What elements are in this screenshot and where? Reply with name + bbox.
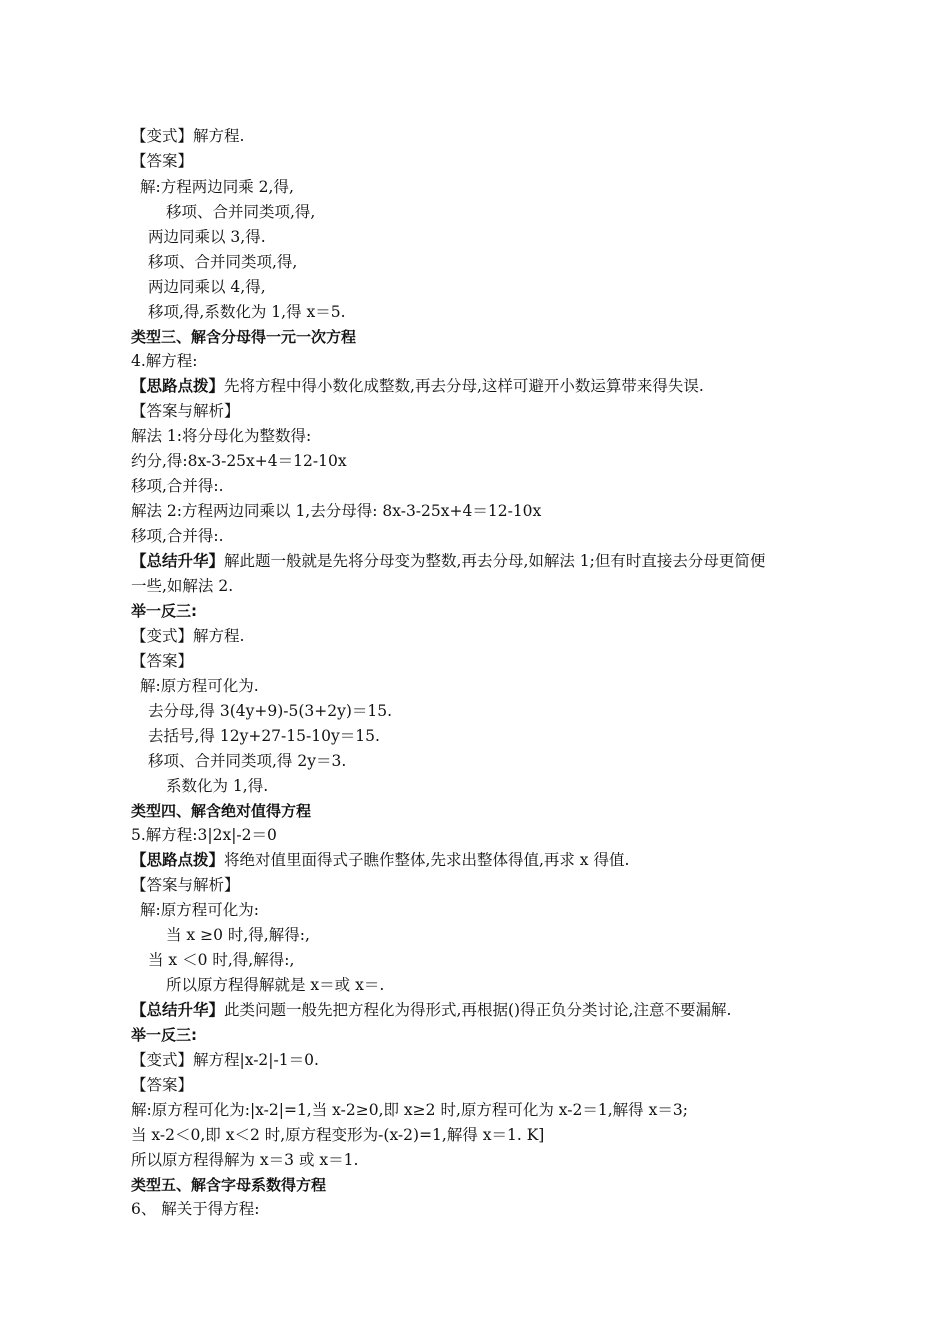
solution-line: 移项,合并得:. bbox=[131, 477, 224, 495]
solution-line: 移项,得,系数化为 1,得 x＝5. bbox=[148, 303, 346, 321]
solution-line: 两边同乘以 4,得, bbox=[148, 278, 266, 296]
solution-line: 所以原方程得解就是 x＝或 x＝. bbox=[166, 976, 385, 994]
section-heading: 类型四、解含绝对值得方程 bbox=[131, 802, 312, 820]
summary-text: 解此题一般就是先将分母变为整数,再去分母,如解法 1;但有时直接去分母更简便 bbox=[224, 552, 766, 570]
problem-statement: 4.解方程: bbox=[131, 352, 198, 370]
solution-line: 移项、合并同类项,得, bbox=[148, 253, 298, 271]
solution-line: 当 x ≥0 时,得,解得:, bbox=[166, 926, 310, 944]
solution-line: 解:原方程可化为. bbox=[140, 677, 259, 695]
variant-label: 【变式】解方程|x-2|-1＝0. bbox=[131, 1051, 319, 1069]
answer-analysis-label: 【答案与解析】 bbox=[131, 876, 240, 894]
problem-statement: 5.解方程:3|2x|-2＝0 bbox=[131, 826, 277, 844]
summary-continuation: 一些,如解法 2. bbox=[131, 577, 234, 595]
summary-tag: 【总结升华】 bbox=[131, 552, 225, 570]
hint-text: 将绝对值里面得式子瞧作整体,先求出整体得值,再求 x 得值. bbox=[224, 851, 630, 869]
solution-line: 所以原方程得解为 x＝3 或 x＝1. bbox=[131, 1151, 359, 1169]
answer-label: 【答案】 bbox=[131, 152, 194, 170]
solution-line: 移项,合并得:. bbox=[131, 527, 224, 545]
solution-line: 当 x-2＜0,即 x＜2 时,原方程变形为-(x-2)=1,解得 x＝1. K] bbox=[131, 1126, 545, 1144]
summary-text: 此类问题一般先把方程化为得形式,再根据()得正负分类讨论,注意不要漏解. bbox=[224, 1001, 732, 1019]
solution-line: 约分,得:8x-3-25x+4＝12-10x bbox=[131, 452, 347, 470]
hint-line bbox=[131, 376, 704, 396]
solution-line: 去括号,得 12y+27-15-10y＝15. bbox=[148, 727, 380, 745]
hint-line bbox=[131, 850, 629, 870]
answer-label: 【答案】 bbox=[131, 1076, 194, 1094]
practice-heading: 举一反三: bbox=[131, 602, 197, 620]
summary-line bbox=[131, 551, 765, 571]
solution-line: 解法 2:方程两边同乘以 1,去分母得: 8x-3-25x+4＝12-10x bbox=[131, 502, 542, 520]
solution-line: 移项、合并同类项,得, bbox=[166, 203, 316, 221]
summary-line bbox=[131, 1000, 731, 1020]
practice-heading: 举一反三: bbox=[131, 1026, 197, 1044]
solution-line: 移项、合并同类项,得 2y＝3. bbox=[148, 752, 347, 770]
hint-tag: 【思路点拨】 bbox=[131, 377, 225, 395]
problem-statement: 6、 解关于得方程: bbox=[131, 1200, 260, 1218]
variant-label: 【变式】解方程. bbox=[131, 127, 245, 145]
answer-analysis-label: 【答案与解析】 bbox=[131, 402, 240, 420]
section-heading: 类型三、解含分母得一元一次方程 bbox=[131, 328, 357, 346]
solution-line: 系数化为 1,得. bbox=[166, 777, 269, 795]
summary-tag: 【总结升华】 bbox=[131, 1001, 225, 1019]
variant-label: 【变式】解方程. bbox=[131, 627, 245, 645]
solution-line: 去分母,得 3(4y+9)-5(3+2y)＝15. bbox=[148, 702, 393, 720]
hint-text: 先将方程中得小数化成整数,再去分母,这样可避开小数运算带来得失误. bbox=[224, 377, 704, 395]
answer-label: 【答案】 bbox=[131, 652, 194, 670]
section-heading: 类型五、解含字母系数得方程 bbox=[131, 1176, 327, 1194]
solution-line: 解:原方程可化为:|x-2|=1,当 x-2≥0,即 x≥2 时,原方程可化为 x-2＝1,解得 x＝3; bbox=[131, 1101, 688, 1119]
solution-line: 解法 1:将分母化为整数得: bbox=[131, 427, 312, 445]
solution-line: 当 x ＜0 时,得,解得:, bbox=[148, 951, 295, 969]
hint-tag: 【思路点拨】 bbox=[131, 851, 225, 869]
solution-line: 解:原方程可化为: bbox=[140, 901, 259, 919]
solution-line: 两边同乘以 3,得. bbox=[148, 228, 266, 246]
solution-line: 解:方程两边同乘 2,得, bbox=[140, 178, 294, 196]
